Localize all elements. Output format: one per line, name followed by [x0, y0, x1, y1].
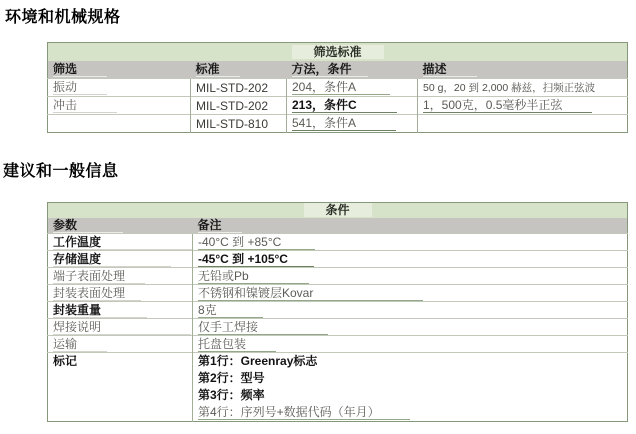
- condition-row-package-weight: [48, 302, 628, 319]
- conditions-table-title: 条件: [304, 203, 372, 217]
- cell-method: 541，条件A: [287, 115, 418, 133]
- screening-row-mil-std-810: [48, 115, 628, 133]
- marking-line-3: 第3行：频率: [198, 388, 265, 402]
- cell-param: 端子表面处理: [48, 268, 193, 285]
- col-header-description: 描述: [418, 61, 628, 79]
- cell-note-marking-lines: [193, 353, 628, 422]
- col-header-standard: 标准: [191, 61, 287, 79]
- conditions-table-title-cell: [48, 203, 628, 218]
- screening-table-header-row: [48, 61, 628, 79]
- cell-method: 213，条件C: [287, 97, 418, 115]
- cell-param: 运输: [48, 336, 193, 353]
- conditions-table: [47, 202, 628, 422]
- marking-line-2: 第2行：型号: [198, 371, 265, 385]
- screening-table-title: 筛选标准: [292, 45, 384, 59]
- cell-param: 标记: [48, 353, 193, 422]
- section-heading-environment-mechanical: 环境和机械规格: [5, 9, 121, 26]
- cell-param: 焊接说明: [48, 319, 193, 336]
- cell-screen: 冲击: [48, 97, 191, 115]
- screening-row-shock: [48, 97, 628, 115]
- section-heading-recommendations-general: 建议和一般信息: [3, 163, 119, 180]
- cell-standard: MIL-STD-202: [191, 79, 287, 97]
- condition-row-marking: [48, 353, 628, 422]
- cell-note: -45°C 到 +105°C: [193, 251, 628, 268]
- marking-line-1: 第1行：Greenray标志: [198, 354, 318, 368]
- cell-standard: MIL-STD-810: [191, 115, 287, 133]
- screening-standards-table: [47, 42, 628, 133]
- conditions-table-title-row: [48, 203, 628, 218]
- condition-row-soldering: [48, 319, 628, 336]
- condition-row-shipping: [48, 336, 628, 353]
- col-header-method-condition: 方法，条件: [287, 61, 418, 79]
- cell-param: 存储温度: [48, 251, 193, 268]
- condition-row-terminal-finish: [48, 268, 628, 285]
- cell-screen: 振动: [48, 79, 191, 97]
- col-header-notes: 备注: [193, 218, 628, 234]
- cell-param: 封装表面处理: [48, 285, 193, 302]
- screening-row-vibration: [48, 79, 628, 97]
- cell-screen: [48, 115, 191, 133]
- cell-description: [418, 115, 628, 133]
- cell-note: 不锈钢和镍镀层Kovar: [193, 285, 628, 302]
- condition-row-storage-temp: [48, 251, 628, 268]
- cell-standard: MIL-STD-202: [191, 97, 287, 115]
- conditions-table-header-row: [48, 218, 628, 234]
- cell-param: 封装重量: [48, 302, 193, 319]
- col-header-parameter: 参数: [48, 218, 193, 234]
- cell-note: 无铅或Pb: [193, 268, 628, 285]
- cell-description: 50 g，20 到 2,000 赫兹，扫频正弦波: [418, 79, 628, 97]
- cell-note: 托盘包装: [193, 336, 628, 353]
- cell-description: 1，500克，0.5毫秒半正弦: [418, 97, 628, 115]
- cell-param: 工作温度: [48, 234, 193, 251]
- screening-table-title-row: [48, 43, 628, 61]
- condition-row-package-finish: [48, 285, 628, 302]
- marking-line-4: 第4行：序列号+数据代码（年月）: [198, 404, 627, 421]
- screening-table-title-cell: [48, 43, 628, 61]
- col-header-screen: 筛选: [48, 61, 191, 79]
- cell-method: 204，条件A: [287, 79, 418, 97]
- cell-note: 仅手工焊接: [193, 319, 628, 336]
- cell-note: -40°C 到 +85°C: [193, 234, 628, 251]
- condition-row-operating-temp: [48, 234, 628, 251]
- cell-note: 8克: [193, 302, 628, 319]
